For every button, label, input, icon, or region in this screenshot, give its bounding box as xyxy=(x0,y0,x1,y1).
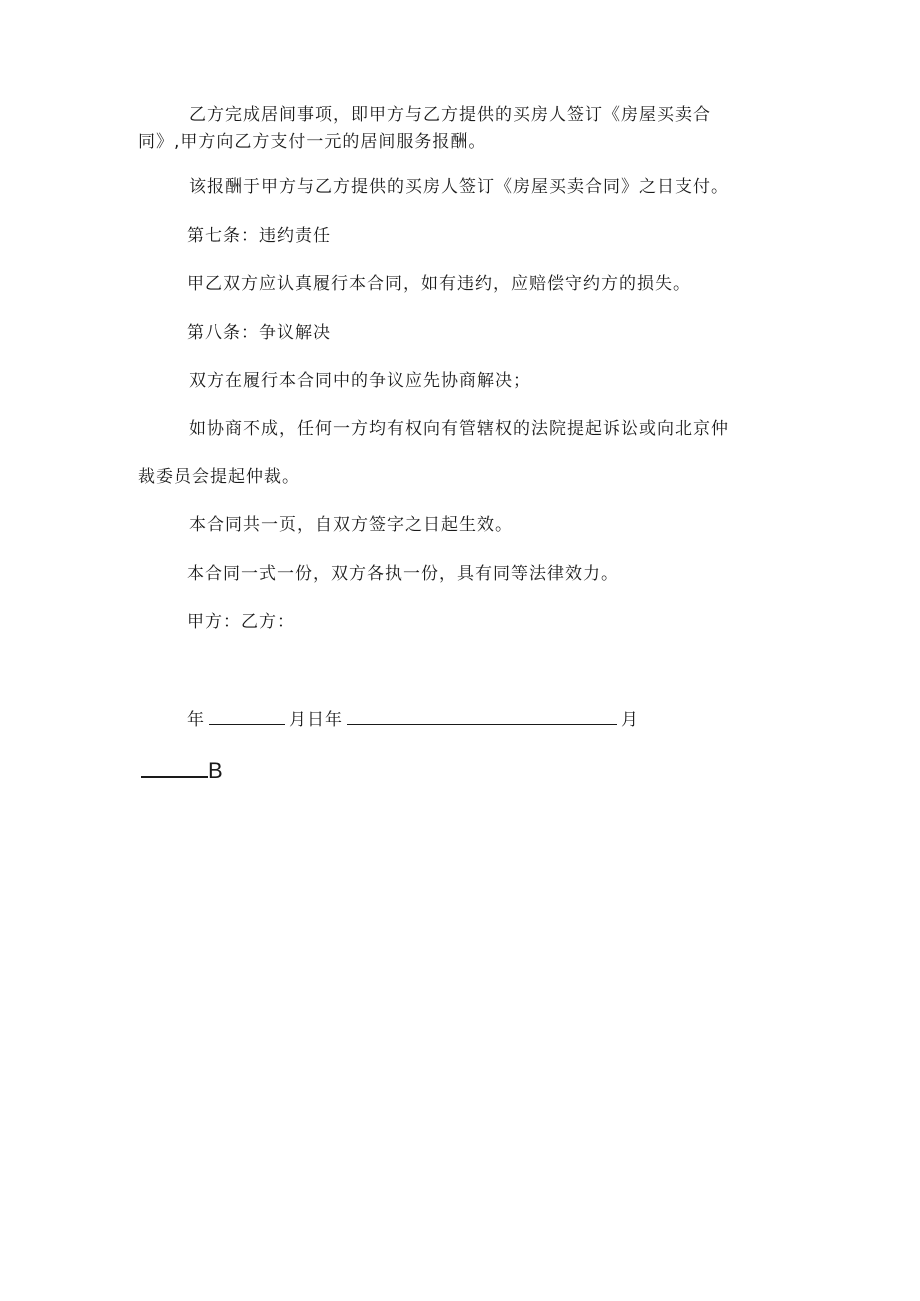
signature-letter: B xyxy=(208,758,223,783)
article-heading: 第七条：违约责任 xyxy=(187,226,331,246)
blank-field xyxy=(347,706,617,725)
article-heading: 第八条：争议解决 xyxy=(187,323,331,343)
paragraph-line: 裁委员会提起仲裁。 xyxy=(138,467,300,487)
paragraph: 甲乙双方应认真履行本合同，如有违约，应赔偿守约方的损失。 xyxy=(187,274,691,294)
signature-rule xyxy=(141,756,208,778)
paragraph: 本合同一式一份，双方各执一份，具有同等法律效力。 xyxy=(187,564,619,584)
month-label: 月 xyxy=(621,710,639,730)
paragraph-line: 同》,甲方向乙方支付一元的居间服务报酬。 xyxy=(138,132,487,152)
year-label: 年 xyxy=(187,710,205,730)
paragraph: 双方在履行本合同中的争议应先协商解决； xyxy=(189,371,531,391)
paragraph-line: 乙方完成居间事项，即甲方与乙方提供的买房人签订《房屋买卖合 xyxy=(189,105,711,125)
paragraph-line: 如协商不成，任何一方均有权向有管辖权的法院提起诉讼或向北京仲 xyxy=(189,419,729,439)
month-day-year-label: 月日年 xyxy=(289,710,343,730)
date-line xyxy=(187,706,639,731)
paragraph: 该报酬于甲方与乙方提供的买房人签订《房屋买卖合同》之日支付。 xyxy=(189,177,729,197)
paragraph: 本合同共一页，自双方签字之日起生效。 xyxy=(189,515,513,535)
blank-field xyxy=(209,706,285,725)
parties-line: 甲方：乙方： xyxy=(187,612,295,632)
signature-mark xyxy=(141,756,223,784)
